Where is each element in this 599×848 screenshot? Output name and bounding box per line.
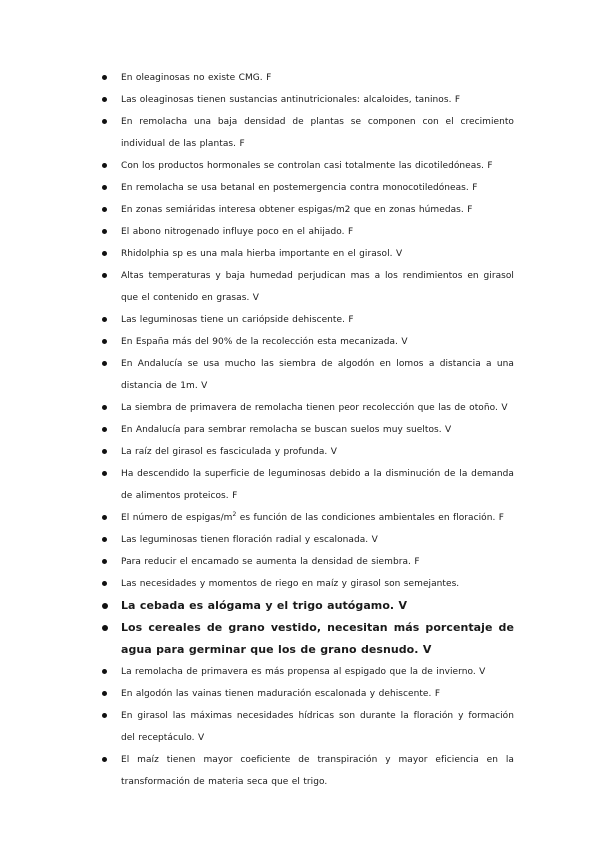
list-item xyxy=(0,507,599,529)
list-item xyxy=(0,177,599,199)
list-item xyxy=(0,683,599,705)
list-item-text: Los cereales de grano vestido, necesitan más porcentaje de agua para germinar que los de grano desnudo. V xyxy=(121,621,514,656)
list-item xyxy=(0,155,599,177)
list-item-text: En zonas semiáridas interesa obtener espigas/m2 que en zonas húmedas. F xyxy=(121,205,473,215)
list-item-text: La remolacha de primavera es más propensa al espigado que la de invierno. V xyxy=(121,667,486,677)
list-item xyxy=(0,551,599,573)
list-item-text-before: El número de espigas/m xyxy=(121,513,233,523)
list-item-text: Ha descendido la superficie de leguminosas debido a la disminución de la demanda de alimentos proteicos. F xyxy=(121,469,514,501)
list-item xyxy=(0,309,599,331)
list-item xyxy=(0,353,599,397)
list-item xyxy=(0,441,599,463)
list-item xyxy=(0,67,599,89)
list-item xyxy=(0,617,599,661)
list-item-text: Con los productos hormonales se controlan casi totalmente las dicotiledóneas. F xyxy=(121,161,493,171)
list-item-text: La siembra de primavera de remolacha tienen peor recolección que las de otoño. V xyxy=(121,403,508,413)
list-item-text: La cebada es alógama y el trigo autógamo. V xyxy=(121,599,408,612)
list-item-text: Las necesidades y momentos de riego en maíz y girasol son semejantes. xyxy=(121,579,460,589)
superscript: 2 xyxy=(232,511,237,518)
list-item xyxy=(0,199,599,221)
list-item xyxy=(0,419,599,441)
list-item xyxy=(0,331,599,353)
list-item xyxy=(0,243,599,265)
list-item-text: El abono nitrogenado influye poco en el ahijado. F xyxy=(121,227,354,237)
list-item-text: En Andalucía se usa mucho las siembra de algodón en lomos a distancia a una distancia de 1m. V xyxy=(121,359,514,391)
list-item xyxy=(0,573,599,595)
list-item xyxy=(0,111,599,155)
list-item xyxy=(0,265,599,309)
list-item xyxy=(0,463,599,507)
list-item-text: En remolacha una baja densidad de plantas se componen con el crecimiento individual de las plantas. F xyxy=(121,117,514,149)
list-item xyxy=(0,221,599,243)
list-item-text: Las leguminosas tiene un cariópside dehiscente. F xyxy=(121,315,354,325)
list-item xyxy=(0,595,599,617)
list-item-text: En oleaginosas no existe CMG. F xyxy=(121,73,272,83)
list-item xyxy=(0,705,599,749)
list-item xyxy=(0,529,599,551)
list-item-text: Las leguminosas tienen floración radial y escalonada. V xyxy=(121,535,378,545)
list-item-text: En girasol las máximas necesidades hídricas son durante la floración y formación del receptáculo. V xyxy=(121,711,514,743)
list-item-text: En Andalucía para sembrar remolacha se buscan suelos muy sueltos. V xyxy=(121,425,452,435)
list-item-text: En España más del 90% de la recolección esta mecanizada. V xyxy=(121,337,408,347)
list-item xyxy=(0,749,599,793)
list-item-text: Rhidolphia sp es una mala hierba importante en el girasol. V xyxy=(121,249,403,259)
list-item xyxy=(0,661,599,683)
list-item-text: Para reducir el encamado se aumenta la densidad de siembra. F xyxy=(121,557,420,567)
list-item xyxy=(0,89,599,111)
list-item-text: En remolacha se usa betanal en postemergencia contra monocotiledóneas. F xyxy=(121,183,478,193)
list-item-text: En algodón las vainas tienen maduración escalonada y dehiscente. F xyxy=(121,689,441,699)
list-item-text: La raíz del girasol es fasciculada y profunda. V xyxy=(121,447,337,457)
list-item-text: Altas temperaturas y baja humedad perjudican mas a los rendimientos en girasol que el contenido en grasas. V xyxy=(121,271,514,303)
list-item-text-after: es función de las condiciones ambientales en floración. F xyxy=(236,513,505,523)
list-item-text: El maíz tienen mayor coeficiente de transpiración y mayor eficiencia en la transformación de materia seca que el trigo. xyxy=(121,755,514,787)
list-item-text: Las oleaginosas tienen sustancias antinutricionales: alcaloides, taninos. F xyxy=(121,95,461,105)
list-item xyxy=(0,397,599,419)
bullet-list xyxy=(0,67,599,793)
